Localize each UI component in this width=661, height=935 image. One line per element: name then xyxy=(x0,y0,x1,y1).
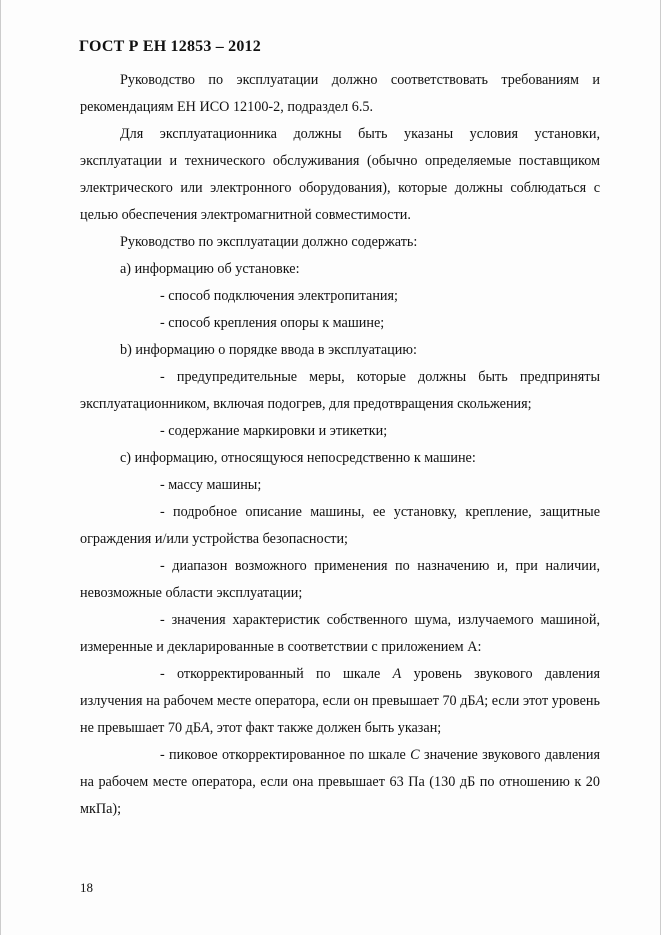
list-a-title: а) информацию об установке: xyxy=(120,261,300,277)
paragraph-manual-requirements: Руководство по эксплуатации должно соответствовать требованиям и рекомендациям ЕН ИСО 12100-2, подраздел 6.5. xyxy=(80,72,600,115)
c6-text-pre: - пиковое откорректированное по шкале xyxy=(160,747,411,763)
c5-text-pre: - откорректированный по шкале xyxy=(160,666,393,682)
c5-text-mid2: ; если этот уровень не превышает 70 дБ xyxy=(80,693,600,736)
list-c-title: с) информацию, относящуюся непосредственно к машине: xyxy=(120,450,476,466)
list-c-item-5 xyxy=(80,661,600,742)
c5-unit-a-1: А xyxy=(475,693,485,709)
list-c-item-4: - значения характеристик собственного шума, излучаемого машиной, измеренные и декларированные в соответствии с приложением А: xyxy=(80,612,600,655)
list-b-item-1: - предупредительные меры, которые должны быть предприняты эксплуатационником, включая подогрев, для предотвращения скольжения; xyxy=(80,369,600,412)
list-a-item-2: - способ крепления опоры к машине; xyxy=(160,315,385,331)
c6-text-post: значение звукового давления на рабочем месте оператора, если она превышает 63 Па (130 дБ по отношению к 20 мкПа); xyxy=(80,747,601,817)
c5-text-mid: уровень звукового давления излучения на рабочем месте оператора, если он превышает 70 дБ xyxy=(80,666,600,709)
list-b-item-2: - содержание маркировки и этикетки; xyxy=(160,423,388,439)
document-header: ГОСТ Р ЕН 12853 – 2012 xyxy=(79,38,261,55)
c5-unit-a-2: А xyxy=(201,720,210,736)
page-number: 18 xyxy=(80,880,93,895)
list-c-item-3: - диапазон возможного применения по назначению и, при наличии, невозможные области эксплуатации; xyxy=(80,558,600,601)
document-body xyxy=(80,67,600,823)
paragraph-manual-contents: Руководство по эксплуатации должно содержать: xyxy=(120,234,418,250)
list-a-item-1: - способ подключения электропитания; xyxy=(160,288,398,304)
c5-text-post: , этот факт также должен быть указан; xyxy=(209,720,442,736)
paragraph-emc-conditions: Для эксплуатационника должны быть указаны условия установки, эксплуатации и технического обслуживания (обычно определяемые поставщиком электрического или электронного оборудования), которые должны соблюдаться с целью обеспечения электромагнитной совместимости. xyxy=(80,126,600,223)
list-c-item-2: - подробное описание машины, ее установку, крепление, защитные ограждения и/или устройства безопасности; xyxy=(80,504,600,547)
list-c-item-1: - массу машины; xyxy=(160,477,262,493)
c5-scale-a: А xyxy=(392,666,402,682)
list-c-item-6 xyxy=(80,742,600,823)
c6-scale-c: С xyxy=(410,747,420,763)
list-b-title: b) информацию о порядке ввода в эксплуатацию: xyxy=(120,342,417,358)
